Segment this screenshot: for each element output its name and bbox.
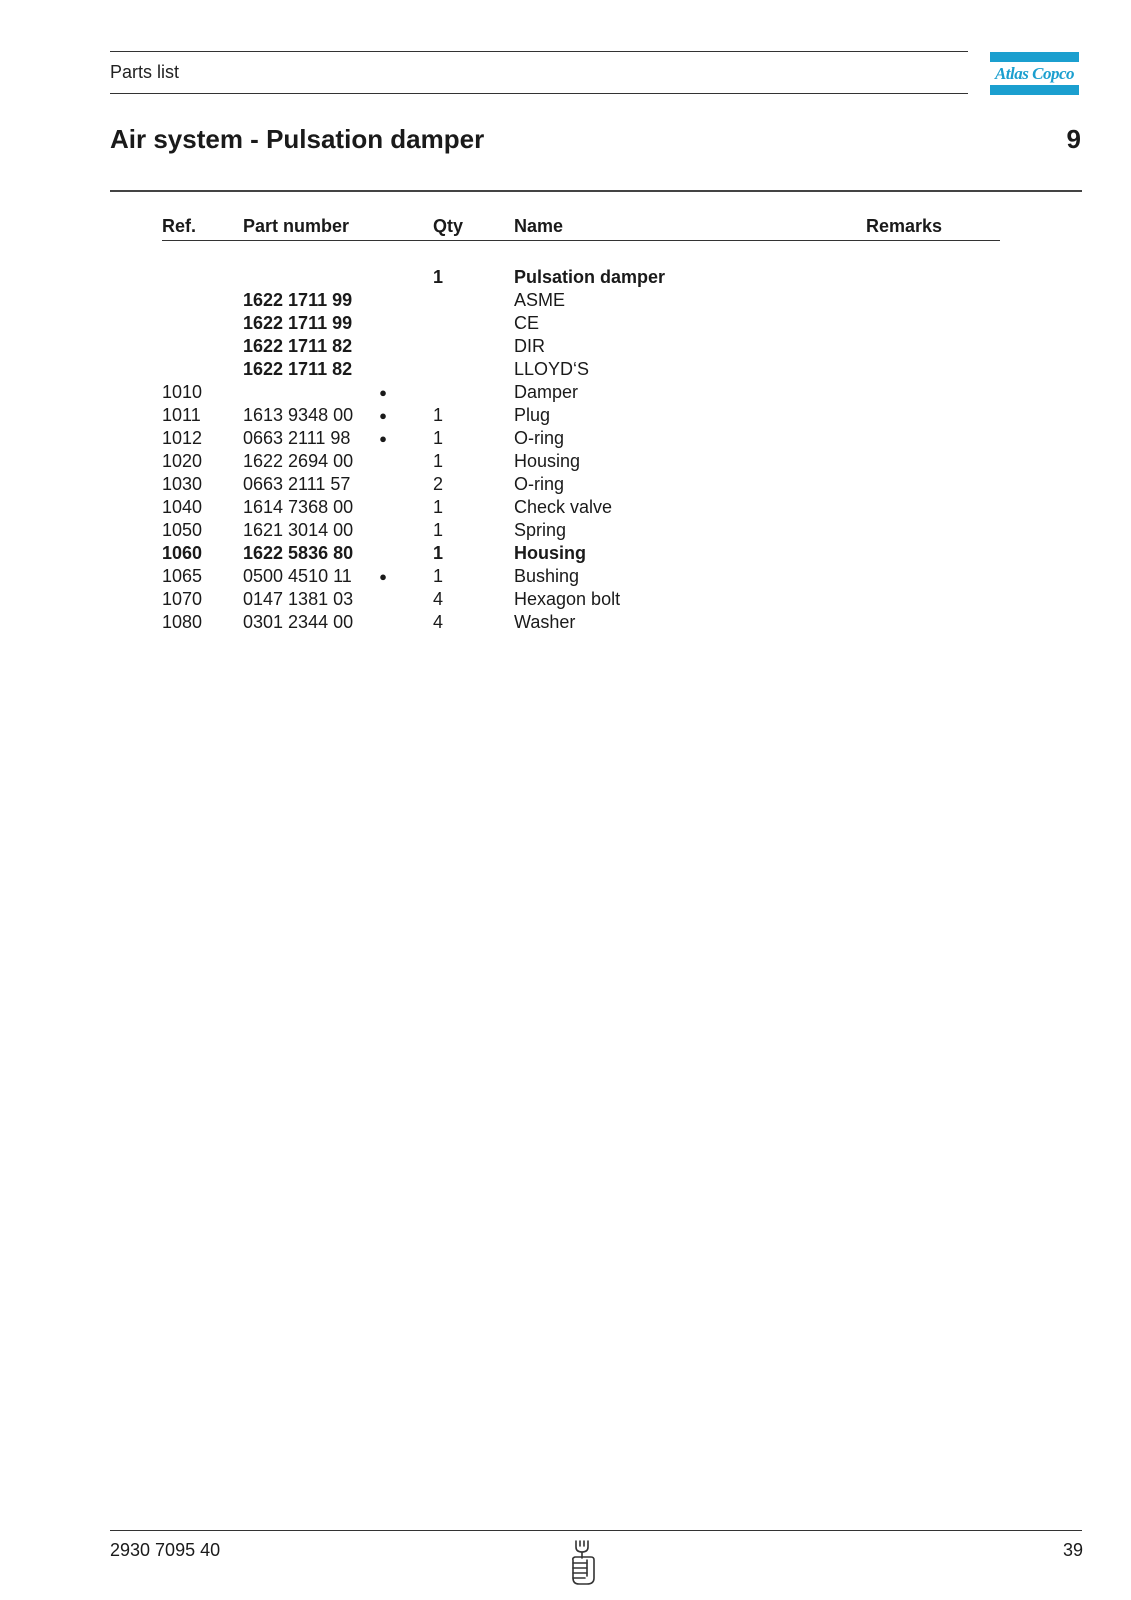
row-name: Spring	[514, 520, 567, 540]
row-part-number: 1622 1711 82	[243, 336, 353, 356]
row-part-number: 1622 2694 00	[243, 451, 354, 471]
row-name: Washer	[514, 612, 576, 632]
row-marker: ●	[379, 408, 387, 423]
header-top-rule	[110, 51, 968, 52]
column-header-remarks: Remarks	[866, 216, 943, 236]
row-name: DIR	[514, 336, 545, 356]
table-row	[0, 496, 1131, 519]
section-number: 9	[1066, 124, 1081, 154]
table-row	[0, 565, 1131, 588]
row-ref: 1010	[162, 382, 203, 402]
row-marker: ●	[379, 569, 387, 584]
row-qty: 1	[433, 451, 444, 471]
row-marker: ●	[379, 431, 387, 446]
row-qty: 4	[433, 589, 444, 609]
row-qty: 1	[433, 428, 444, 448]
row-name: ASME	[514, 290, 566, 310]
footer-page-number: 39	[1062, 1540, 1083, 1560]
table-row	[0, 427, 1131, 450]
row-ref: 1020	[162, 451, 203, 471]
row-ref: 1080	[162, 612, 203, 632]
table-row	[0, 473, 1131, 496]
row-name: Hexagon bolt	[514, 589, 621, 609]
row-ref: 1060	[162, 543, 203, 563]
row-part-number: 1622 1711 99	[243, 290, 353, 310]
row-qty: 1	[433, 497, 444, 517]
row-name: CE	[514, 313, 540, 333]
row-name: Check valve	[514, 497, 613, 517]
row-part-number: 0663 2111 98	[243, 428, 351, 448]
row-name: Housing	[514, 543, 586, 563]
row-qty: 4	[433, 612, 444, 632]
table-row	[0, 335, 1131, 358]
row-part-number: 1621 3014 00	[243, 520, 354, 540]
row-ref: 1050	[162, 520, 203, 540]
row-part-number: 0147 1381 03	[243, 589, 354, 609]
row-name: Plug	[514, 405, 551, 425]
row-name: LLOYD‘S	[514, 359, 590, 379]
row-qty: 1	[433, 566, 444, 586]
row-part-number: 1622 5836 80	[243, 543, 354, 563]
table-row	[0, 611, 1131, 634]
logo-top-bar	[990, 52, 1079, 62]
table-row	[0, 450, 1131, 473]
row-part-number: 1622 1711 99	[243, 313, 353, 333]
row-qty: 1	[433, 267, 444, 287]
wrench-hand-icon	[567, 1538, 601, 1586]
footer-document-number: 2930 7095 40	[110, 1540, 221, 1560]
row-ref: 1065	[162, 566, 203, 586]
table-header-rule	[162, 240, 1000, 241]
row-qty: 1	[433, 520, 444, 540]
page-title: Air system - Pulsation damper	[110, 124, 485, 154]
row-name: Pulsation damper	[514, 267, 666, 287]
row-name: Bushing	[514, 566, 580, 586]
row-qty: 1	[433, 543, 444, 563]
table-row	[0, 312, 1131, 335]
header-bottom-rule	[110, 93, 968, 94]
row-name: Housing	[514, 451, 581, 471]
row-part-number: 1613 9348 00	[243, 405, 354, 425]
row-name: O-ring	[514, 474, 565, 494]
row-part-number: 0663 2111 57	[243, 474, 351, 494]
row-qty: 2	[433, 474, 444, 494]
table-row	[0, 266, 1131, 289]
table-row	[0, 404, 1131, 427]
row-part-number: 1614 7368 00	[243, 497, 354, 517]
logo-bottom-bar	[990, 85, 1079, 95]
column-header-ref: Ref.	[162, 216, 197, 236]
parts-table-body	[0, 266, 1131, 634]
row-ref: 1070	[162, 589, 203, 609]
row-ref: 1012	[162, 428, 203, 448]
row-name: O-ring	[514, 428, 565, 448]
row-qty: 1	[433, 405, 444, 425]
row-ref: 1040	[162, 497, 203, 517]
row-ref: 1011	[162, 405, 201, 425]
row-ref: 1030	[162, 474, 203, 494]
table-row	[0, 358, 1131, 381]
row-marker: ●	[379, 385, 387, 400]
table-row	[0, 588, 1131, 611]
logo-wordmark: Atlas Copco	[994, 63, 1075, 83]
table-row	[0, 542, 1131, 565]
atlas-copco-logo	[990, 52, 1079, 95]
row-part-number: 0500 4510 11	[243, 566, 352, 586]
row-name: Damper	[514, 382, 579, 402]
title-rule	[110, 190, 1082, 192]
row-part-number: 1622 1711 82	[243, 359, 353, 379]
row-part-number: 0301 2344 00	[243, 612, 354, 632]
column-header-name: Name	[514, 216, 564, 236]
table-row	[0, 381, 1131, 404]
table-row	[0, 289, 1131, 312]
footer-rule	[110, 1530, 1082, 1531]
column-header-part-number: Part number	[243, 216, 350, 236]
header-section-label: Parts list	[110, 62, 180, 82]
column-header-qty: Qty	[433, 216, 464, 236]
table-row	[0, 519, 1131, 542]
